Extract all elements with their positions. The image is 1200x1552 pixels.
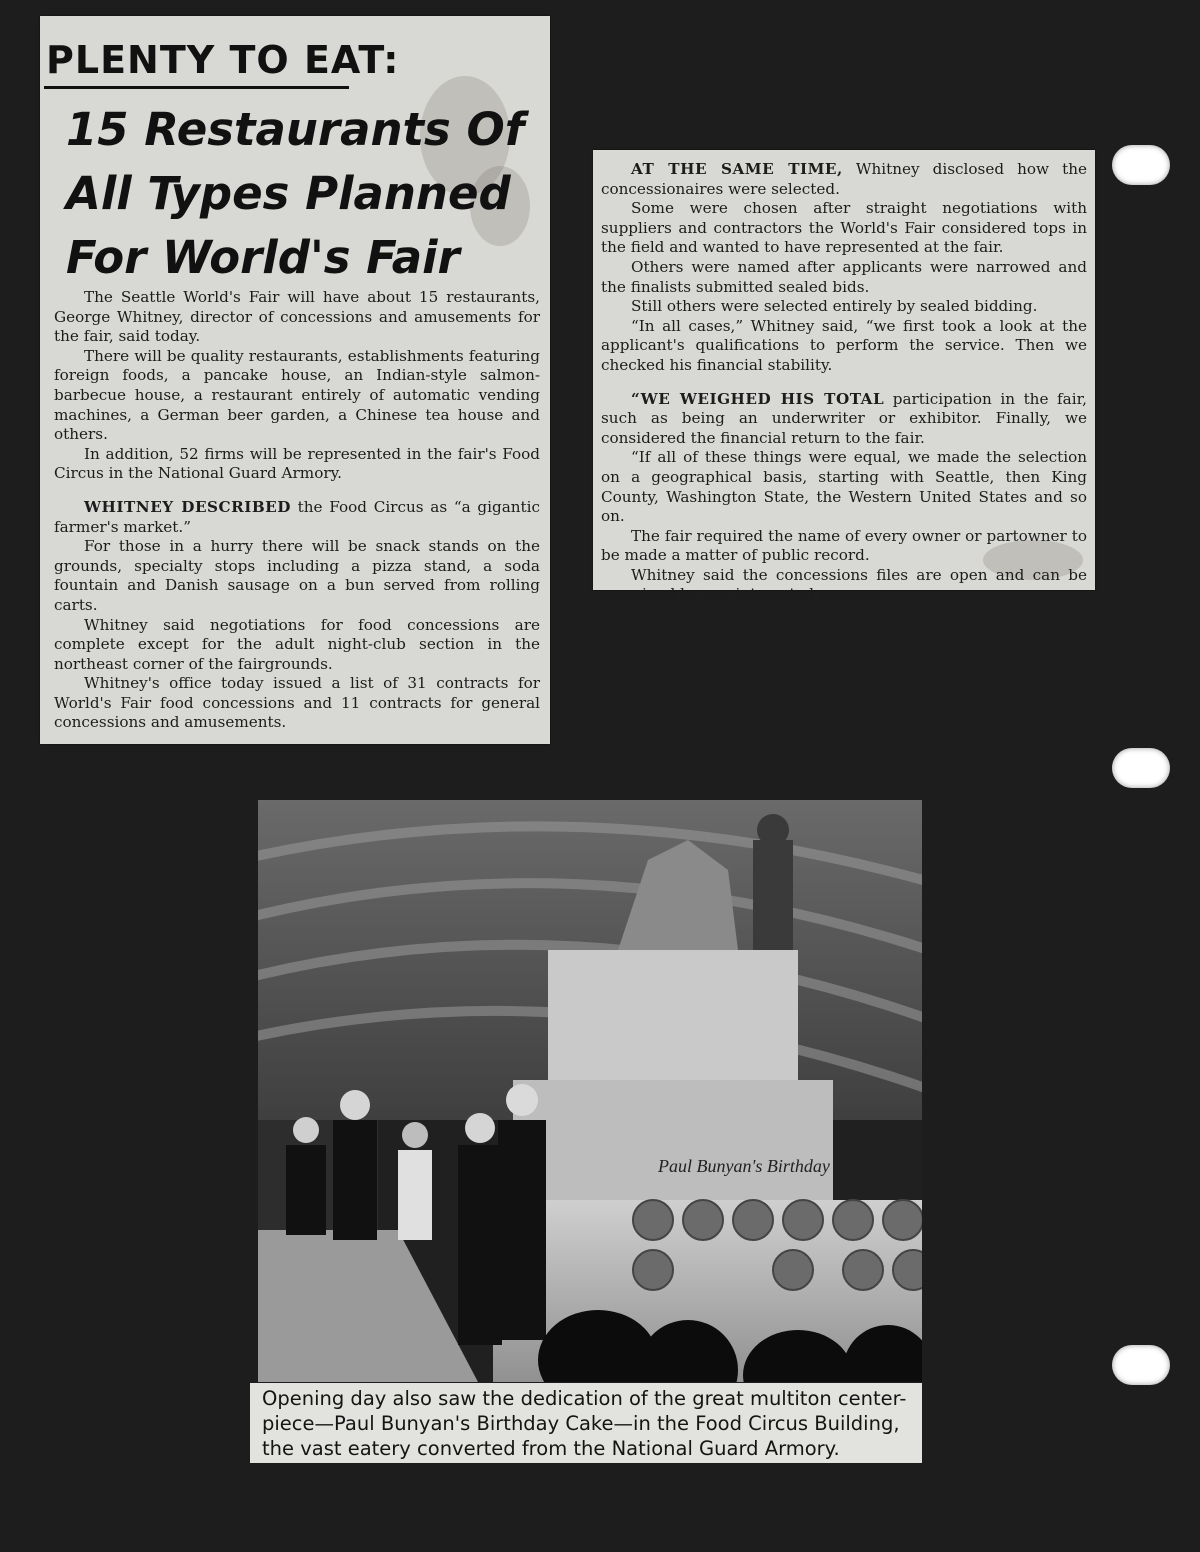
paragraph: Whitney's office today issued a list of 31 contracts for World's Fair food concessions and 11 contracts for general concessions and amusements.	[54, 674, 540, 732]
article-body-right	[601, 160, 1087, 605]
cake-photograph	[258, 800, 922, 1382]
paragraph: For those in a hurry there will be snack stands on the grounds, specialty stops including a pizza stand, a soda fountain and Danish sausage on a bun served from rolling carts.	[54, 537, 540, 614]
binder-hole	[1112, 748, 1170, 788]
paragraph	[54, 498, 540, 537]
paragraph: The Seattle World's Fair will have about 15 restaurants, George Whitney, director of concessions and amusements for the fair, said today.	[54, 288, 540, 346]
section-lead: AT THE SAME TIME,	[631, 160, 843, 178]
caption-line: the vast eatery converted from the National Guard Armory.	[262, 1437, 840, 1460]
newspaper-clipping-right	[593, 150, 1095, 604]
kicker-heading: PLENTY TO EAT:	[46, 38, 400, 82]
paragraph: Others were named after applicants were narrowed and the finalists submitted sealed bids.	[601, 257, 1087, 296]
paragraph: In addition, 52 firms will be represented in the fair's Food Circus in the National Guard Armory.	[54, 444, 540, 483]
paragraph: “In all cases,” Whitney said, “we first took a look at the applicant's qualifications to perform the service. Then we checked his financial stability.	[601, 316, 1087, 374]
paragraph: Still others were selected entirely by sealed bidding.	[631, 297, 1038, 316]
headline-line: All Types Planned	[66, 167, 511, 220]
section-lead: “WE WEIGHED HIS TOTAL	[631, 389, 885, 408]
cake-top-tier	[548, 950, 798, 1080]
caption-line: piece—Paul Bunyan's Birthday Cake—in the Food Circus Building,	[262, 1412, 900, 1435]
article-headline	[66, 98, 536, 290]
cake-inscription: Paul Bunyan's Birthday Cake	[658, 1156, 872, 1176]
paragraph-text: participation in the fair, such as being an underwriter or exhibitor. Finally, we considered the financial return to the fair.	[601, 389, 1087, 447]
binder-hole	[1112, 1345, 1170, 1385]
binder-hole	[1112, 145, 1170, 185]
paragraph: Some were chosen after straight negotiations with suppliers and contractors the World's Fair considered tops in the field and wanted to have represented at the fair.	[601, 199, 1087, 257]
paragraph-text: Whitney disclosed how the concessionaires were selected.	[601, 160, 1087, 198]
paragraph: The fair required the name of every owner or partowner to be made a matter of public record.	[601, 526, 1087, 565]
cake-middle-tier	[513, 1080, 833, 1200]
paragraph: “If all of these things were equal, we made the selection on a geographical basis, starting with Seattle, then King County, Washington State, the Western United States and so on.	[601, 448, 1087, 526]
kicker-underline	[44, 86, 349, 89]
photo-illustration	[258, 800, 922, 1382]
paul-bunyan-head	[757, 814, 789, 846]
photo-caption	[250, 1383, 922, 1463]
paragraph: Whitney said negotiations for food concessions are complete except for the adult night-club section in the northeast corner of the fairgrounds.	[54, 615, 540, 673]
caption-line: Opening day also saw the dedication of the great multiton center-	[262, 1387, 907, 1410]
headline-line: For World's Fair	[66, 231, 460, 284]
newspaper-clipping-left	[40, 16, 550, 744]
headline-line: 15 Restaurants Of	[66, 103, 525, 156]
paragraph	[601, 160, 1087, 199]
article-body-left	[54, 288, 540, 733]
paragraph: Whitney said the concessions files are open and can be examined by any interested persons.	[601, 565, 1087, 604]
paragraph-text: the Food Circus as “a gigantic farmer's market.”	[54, 497, 540, 536]
paul-bunyan-figure	[753, 840, 793, 950]
paragraph	[601, 390, 1087, 449]
section-lead: WHITNEY DESCRIBED	[84, 497, 291, 516]
paragraph: There will be quality restaurants, establishments featuring foreign foods, a pancake house, an Indian-style salmon-barbecue house, a restaurant entirely of automatic vending machines, a German beer garden, a Chinese tea house and others.	[54, 346, 540, 444]
